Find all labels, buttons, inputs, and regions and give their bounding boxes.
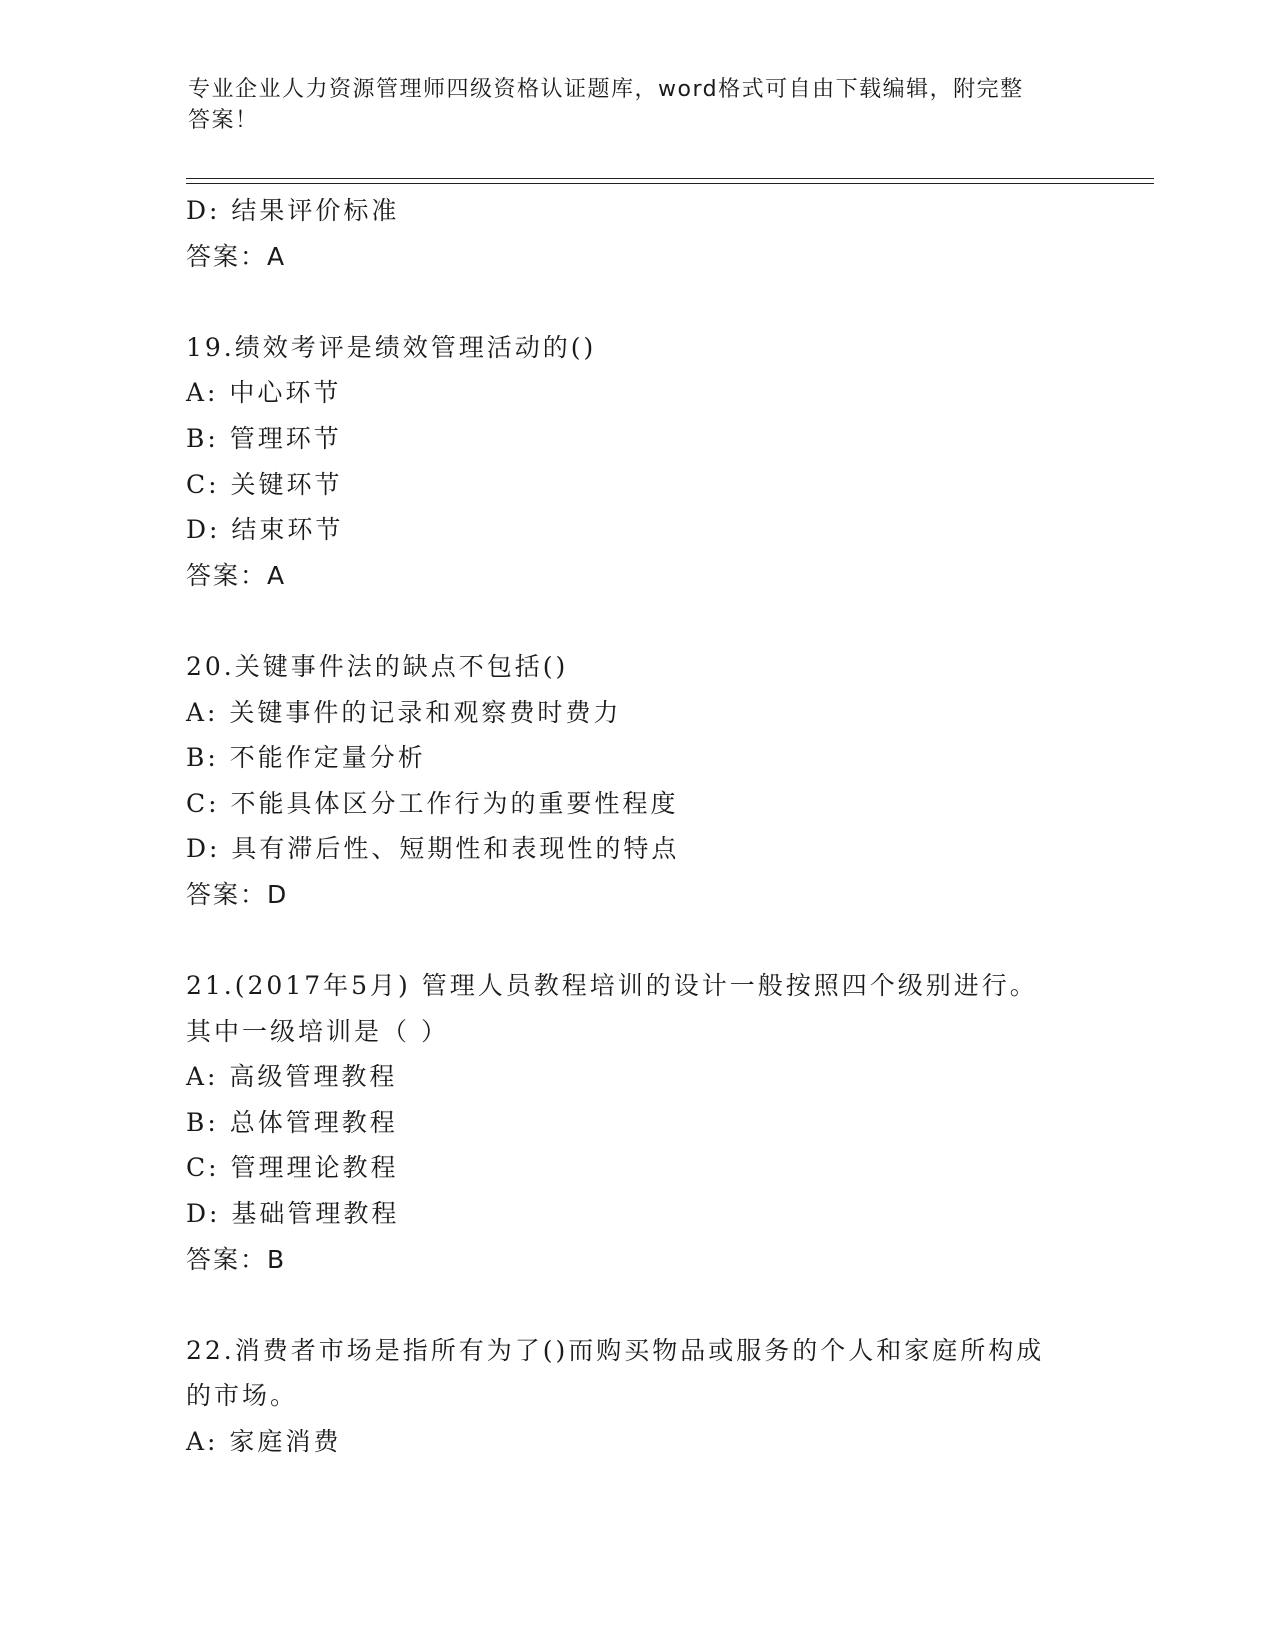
option-a: A: 高级管理教程 bbox=[186, 1062, 398, 1092]
option-a: A: 关键事件的记录和观察费时费力 bbox=[186, 697, 622, 727]
option-b: B: 总体管理教程 bbox=[186, 1107, 398, 1137]
option-c: C: 管理理论教程 bbox=[186, 1153, 399, 1183]
option-b: B: 管理环节 bbox=[186, 423, 342, 453]
question-text: 21.(2017年5月) 管理人员教程培训的设计一般按照四个级别进行。 bbox=[186, 971, 1038, 1001]
option-a: A: 中心环节 bbox=[186, 378, 342, 408]
answer-line: 答案：D bbox=[186, 879, 289, 909]
spacer bbox=[186, 279, 1146, 325]
header-divider-top bbox=[186, 178, 1154, 179]
question-20 bbox=[186, 644, 1146, 918]
document-header bbox=[188, 74, 1068, 136]
answer-line: 答案：A bbox=[186, 241, 287, 271]
option-d: D: 结果评价标准 bbox=[186, 196, 400, 225]
header-divider-bottom bbox=[186, 183, 1154, 184]
answer-line: 答案：B bbox=[186, 1244, 287, 1274]
spacer bbox=[186, 598, 1146, 644]
option-d: D: 结束环节 bbox=[186, 515, 344, 545]
question-text: 22.消费者市场是指所有为了()而购买物品或服务的个人和家庭所构成 bbox=[186, 1335, 1045, 1365]
header-line-1: 专业企业人力资源管理师四级资格认证题库，word格式可自由下载编辑，附完整 bbox=[188, 77, 1024, 102]
option-b: B: 不能作定量分析 bbox=[186, 743, 426, 773]
question-text-continued: 其中一级培训是（ ） bbox=[186, 1016, 449, 1046]
option-d: D: 基础管理教程 bbox=[186, 1199, 400, 1229]
option-c: C: 不能具体区分工作行为的重要性程度 bbox=[186, 788, 679, 818]
option-a: A: 家庭消费 bbox=[186, 1427, 342, 1457]
question-text: 20.关键事件法的缺点不包括() bbox=[186, 651, 569, 681]
question-21 bbox=[186, 963, 1146, 1282]
question-22 bbox=[186, 1328, 1146, 1465]
header-line-2: 答案！ bbox=[188, 108, 259, 133]
spacer bbox=[186, 1282, 1146, 1328]
question-text-continued: 的市场。 bbox=[186, 1381, 299, 1411]
question-19 bbox=[186, 325, 1146, 599]
spacer bbox=[186, 918, 1146, 964]
question-list bbox=[186, 188, 1146, 1465]
answer-line: 答案：A bbox=[186, 560, 287, 590]
option-d: D: 具有滞后性、短期性和表现性的特点 bbox=[186, 834, 680, 864]
option-c: C: 关键环节 bbox=[186, 469, 343, 499]
question-text: 19.绩效考评是绩效管理活动的() bbox=[186, 332, 597, 362]
